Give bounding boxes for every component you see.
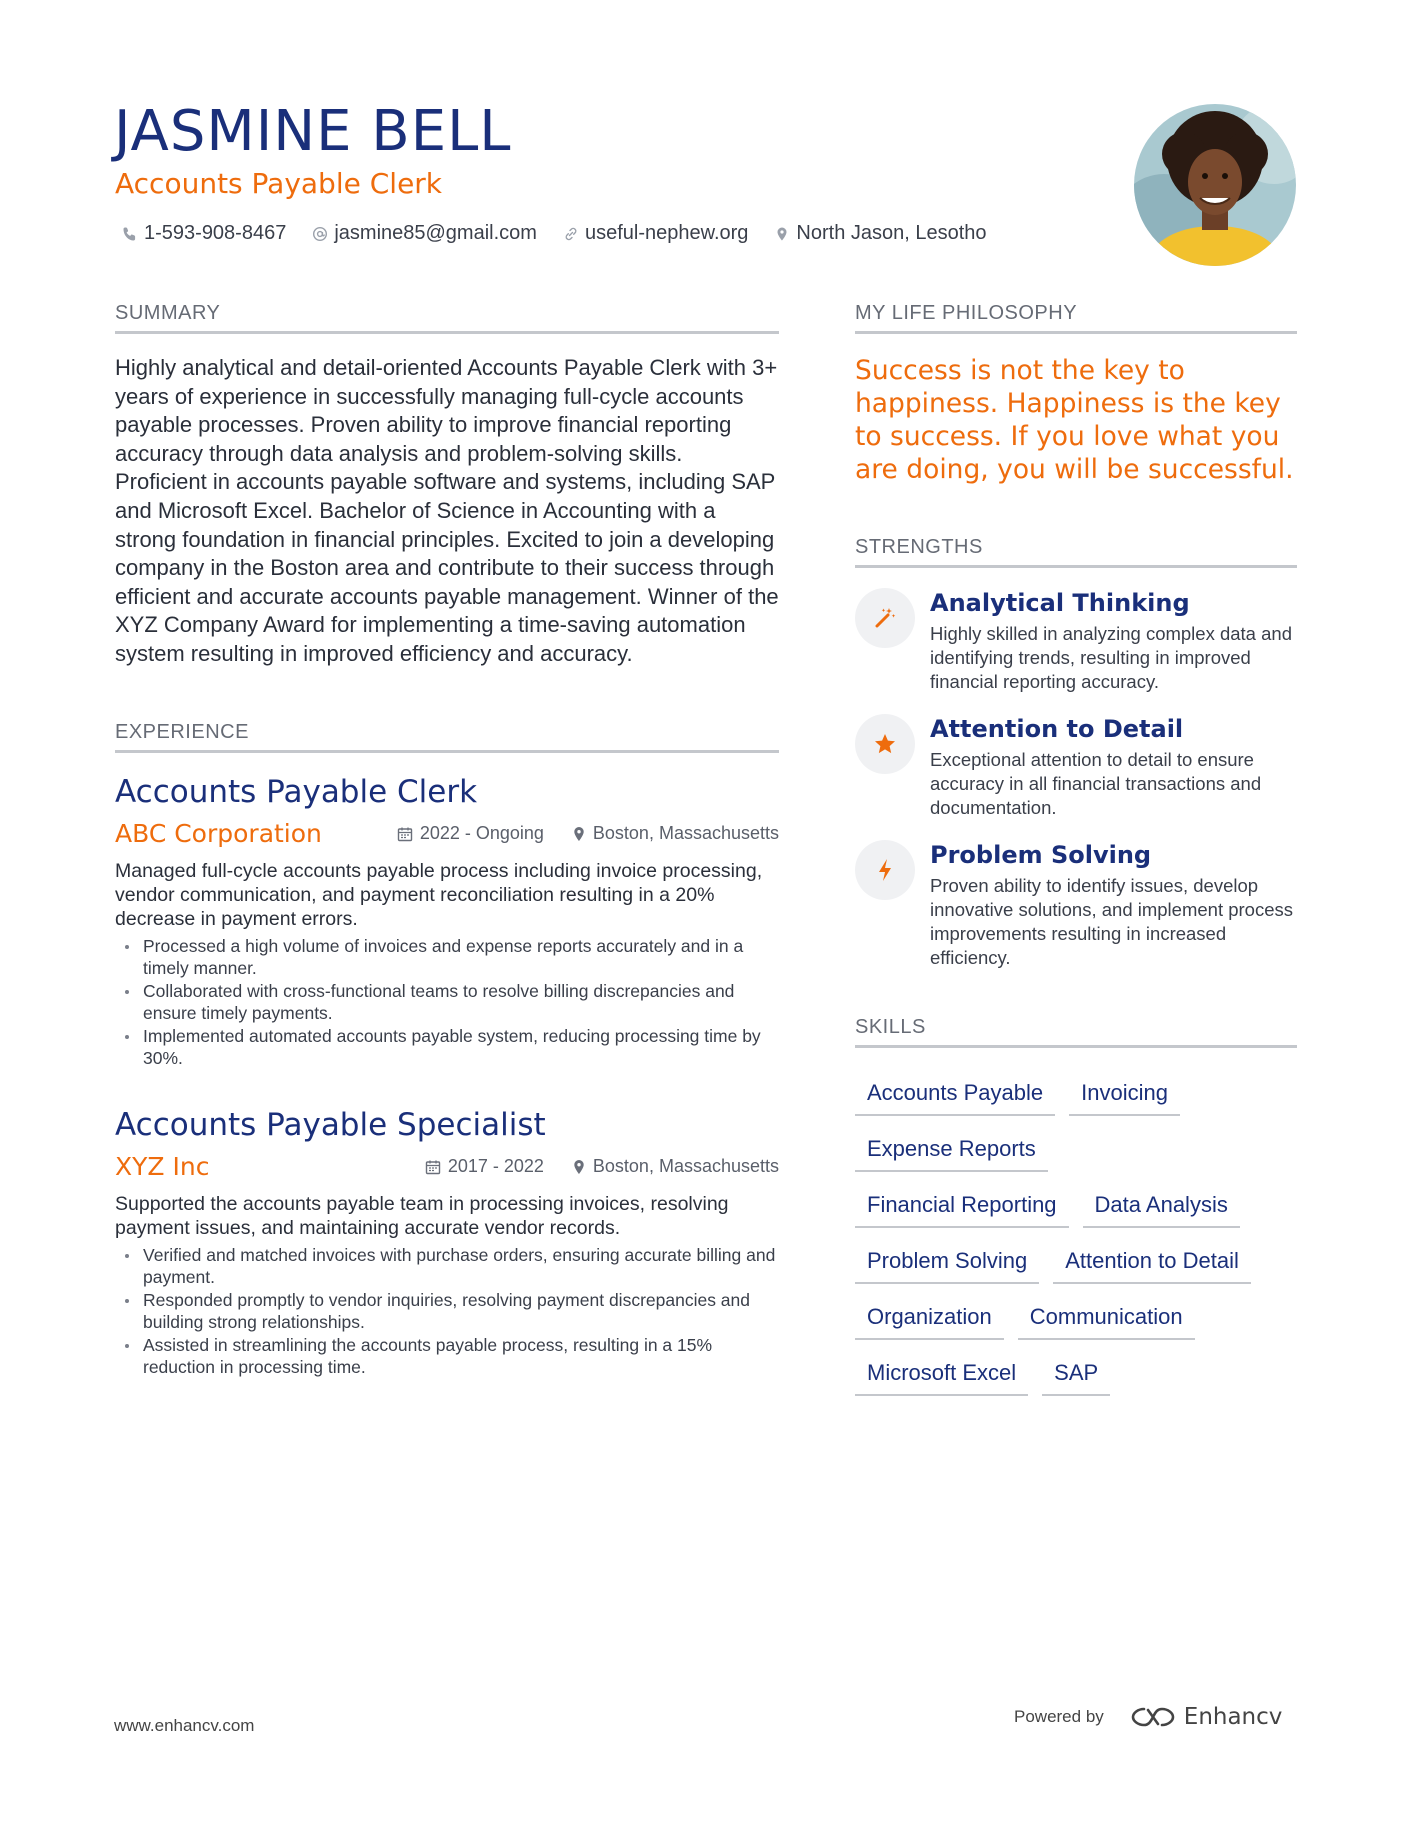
experience-section bbox=[115, 721, 779, 1379]
skill-tag: Organization bbox=[855, 1298, 1004, 1340]
skill-tag: SAP bbox=[1042, 1354, 1110, 1396]
magic-wand-icon bbox=[855, 588, 915, 648]
job-description: Managed full-cycle accounts payable process including invoice processing, vendor communication, and payment reconciliation resulting in a 20% decrease in payment errors. bbox=[115, 859, 763, 930]
skills-heading: SKILLS bbox=[855, 1016, 1297, 1048]
avatar-photo-icon bbox=[1134, 104, 1296, 266]
at-sign-icon bbox=[312, 226, 328, 242]
strength-title: Problem Solving bbox=[930, 841, 1152, 869]
phone-icon bbox=[122, 226, 138, 242]
summary-section bbox=[115, 302, 779, 669]
skill-tag: Financial Reporting bbox=[855, 1186, 1069, 1228]
enhancv-brand-text: Enhancv bbox=[1183, 1704, 1283, 1730]
job-bullets bbox=[115, 935, 779, 1070]
strength-body bbox=[930, 714, 1297, 820]
star-icon bbox=[855, 714, 915, 774]
job-dates-text: 2017 - 2022 bbox=[447, 1156, 544, 1177]
job-location-text: Boston, Massachusetts bbox=[592, 823, 779, 844]
calendar-icon bbox=[425, 1159, 441, 1175]
contact-location bbox=[774, 222, 986, 245]
strength-item bbox=[855, 714, 1297, 820]
philosophy-quote: Success is not the key to happiness. Happiness is the key to success. If you love what you are doing, you will be successful. bbox=[855, 355, 1294, 485]
skill-tag: Communication bbox=[1018, 1298, 1195, 1340]
summary-heading: SUMMARY bbox=[115, 302, 779, 334]
contact-location-text: North Jason, Lesotho bbox=[796, 222, 987, 244]
job-meta bbox=[115, 815, 779, 853]
job-title: Accounts Payable Clerk bbox=[115, 773, 478, 810]
contact-email-text[interactable]: jasmine85@gmail.com bbox=[334, 222, 537, 244]
contact-email[interactable] bbox=[312, 222, 537, 245]
strength-title: Analytical Thinking bbox=[930, 589, 1190, 617]
strength-title: Attention to Detail bbox=[930, 715, 1184, 743]
job-bullet: Implemented automated accounts payable system, reducing processing time by 30%. bbox=[115, 1025, 779, 1070]
job-company: ABC Corporation bbox=[115, 819, 322, 849]
job-location bbox=[572, 1156, 779, 1177]
job-bullet: Assisted in streamlining the accounts payable process, resulting in a 15% reduction in processing time. bbox=[115, 1334, 779, 1379]
right-column bbox=[855, 302, 1297, 1396]
calendar-icon bbox=[397, 826, 413, 842]
skill-tag: Accounts Payable bbox=[855, 1074, 1055, 1116]
job-description: Supported the accounts payable team in processing invoices, resolving payment issues, and maintaining accurate vendor records. bbox=[115, 1192, 729, 1239]
job-meta bbox=[115, 1148, 779, 1186]
job-title: Accounts Payable Specialist bbox=[115, 1106, 546, 1143]
job-bullet: Processed a high volume of invoices and expense reports accurately and in a timely manner. bbox=[115, 935, 779, 980]
left-column bbox=[115, 302, 779, 1379]
skill-tag: Problem Solving bbox=[855, 1242, 1039, 1284]
skills-list bbox=[855, 1060, 1297, 1396]
job-bullet: Collaborated with cross-functional teams to resolve billing discrepancies and ensure timely payments. bbox=[115, 980, 779, 1025]
map-pin-icon bbox=[572, 826, 586, 842]
job-entry bbox=[115, 1106, 779, 1379]
strength-item bbox=[855, 588, 1297, 694]
contact-bar bbox=[122, 222, 1013, 245]
strengths-heading: STRENGTHS bbox=[855, 536, 1297, 568]
skill-tag: Invoicing bbox=[1069, 1074, 1180, 1116]
job-entry bbox=[115, 773, 779, 1070]
contact-website-text[interactable]: useful-nephew.org bbox=[584, 222, 749, 244]
job-bullet: Verified and matched invoices with purchase orders, ensuring accurate billing and payment. bbox=[115, 1244, 779, 1289]
philosophy-heading: MY LIFE PHILOSOPHY bbox=[855, 302, 1297, 334]
job-dates bbox=[425, 1156, 544, 1177]
job-dates-text: 2022 - Ongoing bbox=[419, 823, 544, 844]
skill-tag: Microsoft Excel bbox=[855, 1354, 1028, 1396]
strength-body bbox=[930, 588, 1297, 694]
avatar bbox=[1134, 104, 1296, 266]
summary-text: Highly analytical and detail-oriented Accounts Payable Clerk with 3+ years of experience in successfully managing full-cycle accounts payable processes. Proven ability to improve financial reporting accuracy through data analysis and problem-solving skills. Proficient in accounts payable software and systems, including SAP and Microsoft Excel. Bachelor of Science in Accounting with a strong foundation in financial principles. Excited to join a developing company in the Boston area and contribute to their success through efficient and accurate accounts payable management. Winner of the XYZ Company Award for implementing a time-saving automation system resulting in improved efficiency and accuracy. bbox=[115, 355, 779, 666]
lightning-icon bbox=[855, 840, 915, 900]
contact-phone-text: 1-593-908-8467 bbox=[144, 222, 287, 244]
map-pin-icon bbox=[572, 1159, 586, 1175]
strength-description: Exceptional attention to detail to ensure accuracy in all financial transactions and documentation. bbox=[930, 749, 1262, 818]
strength-description: Proven ability to identify issues, develop innovative solutions, and implement process improvements resulting in increased efficiency. bbox=[930, 875, 1293, 968]
footer-branding bbox=[1014, 1704, 1282, 1730]
powered-by-text: Powered by bbox=[1014, 1707, 1104, 1726]
skill-tag: Attention to Detail bbox=[1053, 1242, 1251, 1284]
contact-website[interactable] bbox=[563, 222, 748, 245]
candidate-name: JASMINE BELL bbox=[114, 99, 512, 164]
experience-heading: EXPERIENCE bbox=[115, 721, 779, 753]
link-icon bbox=[563, 226, 579, 242]
job-company: XYZ Inc bbox=[115, 1152, 210, 1182]
strength-description: Highly skilled in analyzing complex data and identifying trends, resulting in improved financial reporting accuracy. bbox=[930, 623, 1292, 692]
strengths-section bbox=[855, 536, 1297, 970]
job-bullets bbox=[115, 1244, 779, 1379]
map-pin-icon bbox=[774, 226, 790, 242]
job-location-text: Boston, Massachusetts bbox=[592, 1156, 779, 1177]
skill-tag: Data Analysis bbox=[1083, 1186, 1240, 1228]
candidate-title: Accounts Payable Clerk bbox=[115, 167, 443, 200]
job-location bbox=[572, 823, 779, 844]
strength-body bbox=[930, 840, 1297, 970]
strength-item bbox=[855, 840, 1297, 970]
philosophy-section bbox=[855, 302, 1297, 486]
contact-phone bbox=[122, 222, 286, 245]
job-bullet: Responded promptly to vendor inquiries, resolving payment discrepancies and building strong relationships. bbox=[115, 1289, 779, 1334]
enhancv-logo-icon bbox=[1130, 1704, 1176, 1730]
skills-section bbox=[855, 1016, 1297, 1396]
skill-tag: Expense Reports bbox=[855, 1130, 1048, 1172]
job-dates bbox=[397, 823, 544, 844]
footer-website[interactable]: www.enhancv.com bbox=[114, 1716, 255, 1735]
